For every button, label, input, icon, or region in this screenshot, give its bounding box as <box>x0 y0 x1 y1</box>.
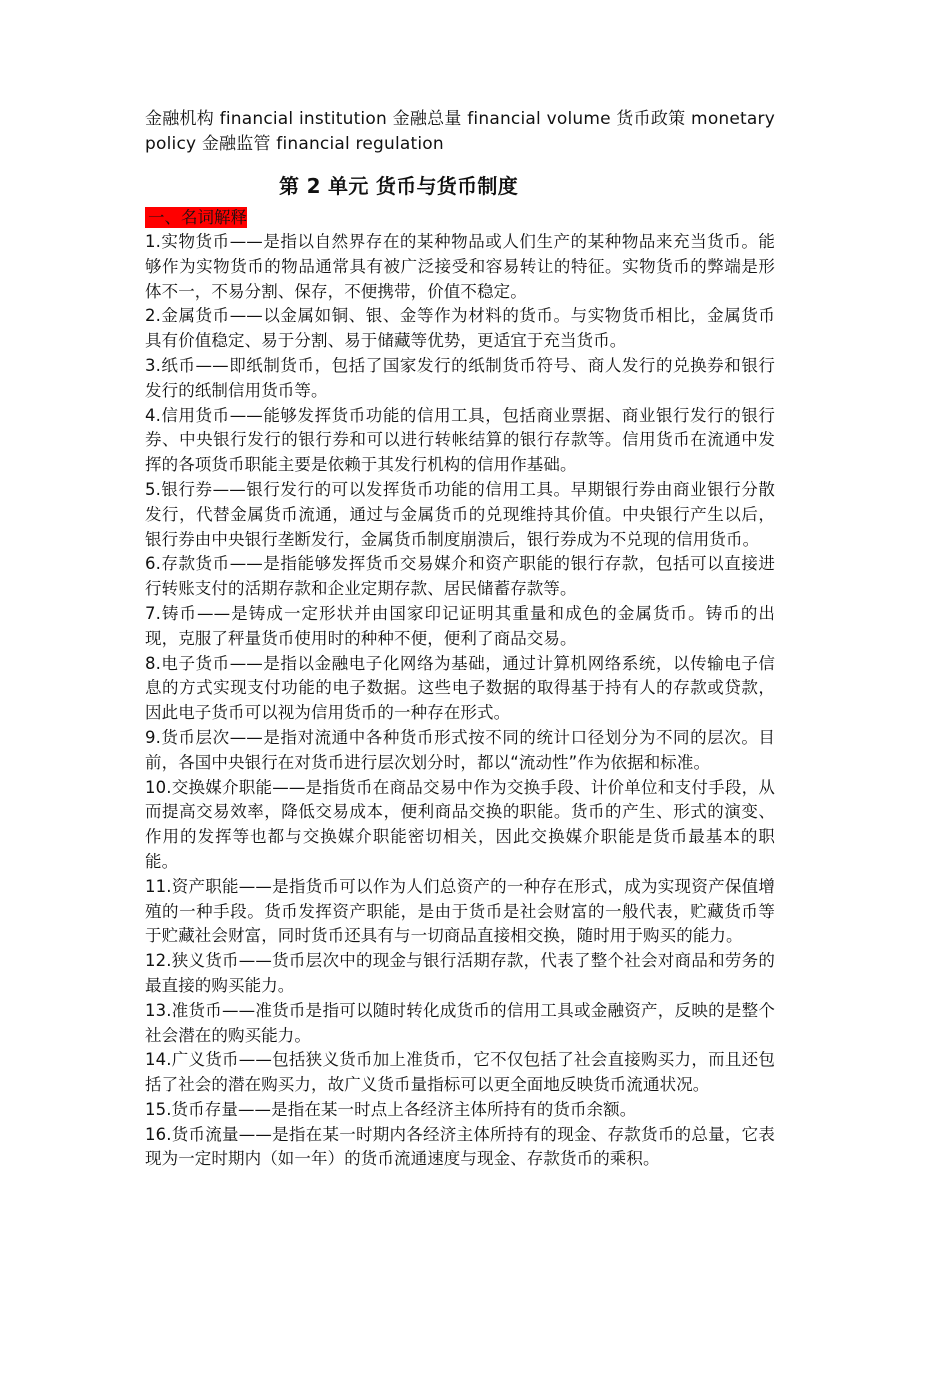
term-entry: 16.货币流量——是指在某一时期内各经济主体所持有的现金、存款货币的总量，它表现为一定时期内（如一年）的货币流通速度与现金、存款货币的乘积。 <box>145 1124 775 1169</box>
term-entry: 4.信用货币——能够发挥货币功能的信用工具，包括商业票据、商业银行发行的银行券、中央银行发行的银行券和可以进行转帐结算的银行存款等。信用货币在流通中发挥的各项货币职能主要是依赖于其发行机构的信用作基础。 <box>145 405 775 475</box>
document-page <box>145 107 775 1172</box>
term-entry: 8.电子货币——是指以金融电子化网络为基础，通过计算机网络系统，以传输电子信息的方式实现支付功能的电子数据。这些电子数据的取得基于持有人的存款或贷款，因此电子货币可以视为信用货币的一种存在形式。 <box>145 653 775 723</box>
unit-title: 第 2 单元 货币与货币制度 <box>279 174 519 198</box>
term-entry: 3.纸币——即纸制货币，包括了国家发行的纸制货币符号、商人发行的兑换券和银行发行的纸制信用货币等。 <box>145 355 775 400</box>
term-entry: 1.实物货币——是指以自然界存在的某种物品或人们生产的某种物品来充当货币。能够作为实物货币的物品通常具有被广泛接受和容易转让的特征。实物货币的弊端是形体不一，不易分割、保存，不便携带，价值不稳定。 <box>145 232 775 301</box>
term-entry: 13.准货币——准货币是指可以随时转化成货币的信用工具或金融资产，反映的是整个社会潜在的购买能力。 <box>145 1000 775 1045</box>
term-entry: 7.铸币——是铸成一定形状并由国家印记证明其重量和成色的金属货币。铸币的出现，克服了秤量货币使用时的种种不便，便利了商品交易。 <box>145 603 775 648</box>
term-entry: 11.资产职能——是指货币可以作为人们总资产的一种存在形式，成为实现资产保值增殖的一种手段。货币发挥资产职能，是由于货币是社会财富的一般代表，贮藏货币等于贮藏社会财富，同时货币还具有与一切商品直接相交换，随时用于购买的能力。 <box>145 876 775 946</box>
term-entry: 6.存款货币——是指能够发挥货币交易媒介和资产职能的银行存款，包括可以直接进行转账支付的活期存款和企业定期存款、居民储蓄存款等。 <box>145 554 775 599</box>
intro-paragraph: 金融机构 financial institution 金融总量 financial volume 货币政策 monetary policy 金融监管 financial regulation <box>145 109 775 154</box>
term-entry: 15.货币存量——是指在某一时点上各经济主体所持有的货币余额。 <box>145 1099 637 1119</box>
term-entry: 12.狭义货币——货币层次中的现金与银行活期存款，代表了整个社会对商品和劳务的最直接的购买能力。 <box>145 951 775 995</box>
term-entry: 5.银行券——银行发行的可以发挥货币功能的信用工具。早期银行券由商业银行分散发行，代替金属货币流通，通过与金属货币的兑现维持其价值。中央银行产生以后，银行券由中央银行垄断发行，金属货币制度崩溃后，银行券成为不兑现的信用货币。 <box>145 479 775 549</box>
term-entry: 10.交换媒介职能——是指货币在商品交易中作为交换手段、计价单位和支付手段，从而提高交易效率，降低交易成本，便利商品交换的职能。货币的产生、形式的演变、作用的发挥等也都与交换媒介职能密切相关，因此交换媒介职能是货币最基本的职能。 <box>145 777 775 871</box>
section-heading: 一、名词解释 <box>145 207 247 228</box>
term-list <box>145 230 775 1172</box>
term-entry: 9.货币层次——是指对流通中各种货币形式按不同的统计口径划分为不同的层次。目前，各国中央银行在对货币进行层次划分时，都以“流动性”作为依据和标准。 <box>145 727 775 772</box>
term-entry: 14.广义货币——包括狭义货币加上准货币，它不仅包括了社会直接购买力，而且还包括了社会的潜在购买力，故广义货币量指标可以更全面地反映货币流通状况。 <box>145 1050 775 1095</box>
term-entry: 2.金属货币——以金属如铜、银、金等作为材料的货币。与实物货币相比，金属货币具有价值稳定、易于分割、易于储藏等优势，更适宜于充当货币。 <box>145 306 775 351</box>
